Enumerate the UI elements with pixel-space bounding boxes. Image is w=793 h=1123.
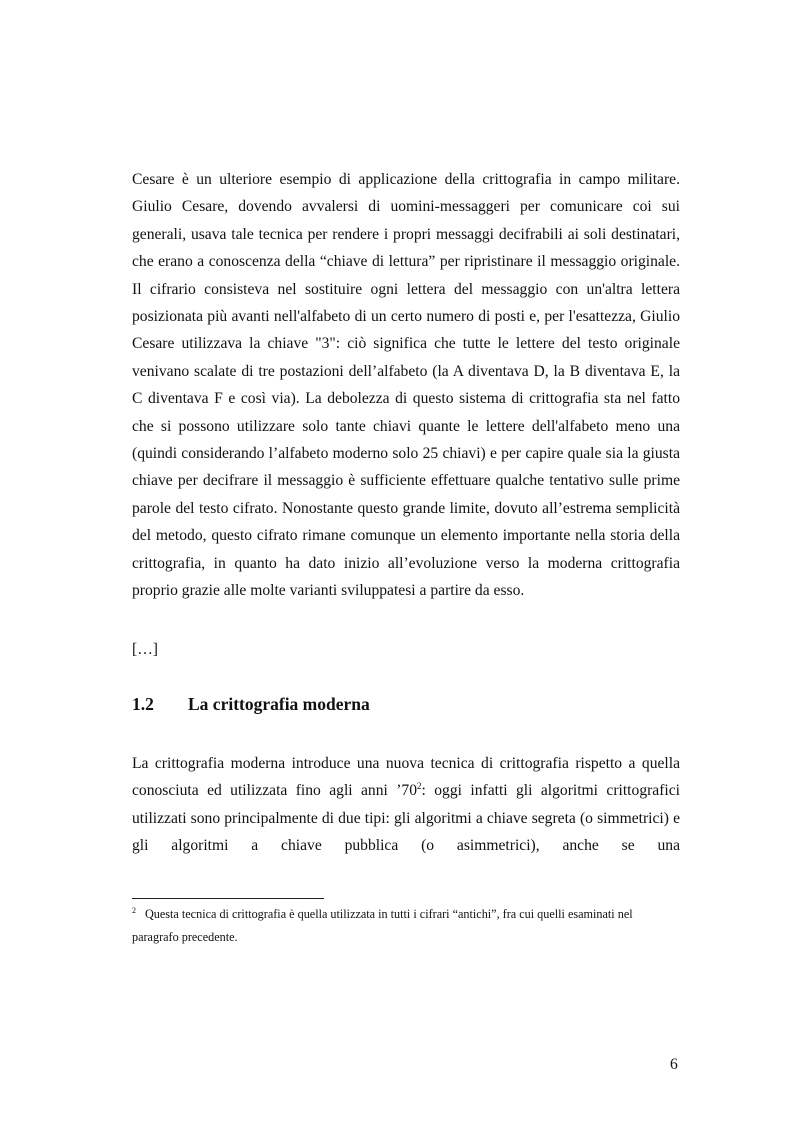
footnote-mark: 2	[132, 905, 136, 915]
paragraph-text: La crittografia moderna introduce una nuova tecnica di crittografia rispetto a quella conosciuta ed utilizzata fino agli anni ’70	[132, 755, 680, 800]
paragraph-text: : oggi infatti gli algoritmi crittografici utilizzati sono principalmente di due tipi: gli algoritmi a chiave segreta (o simmetrici) e gli algoritmi a chiave pubblica (o asimmetrici), anche se una	[132, 782, 681, 855]
section-number: 1.2	[132, 694, 154, 714]
footnote-text: Questa tecnica di crittografia è quella utilizzata in tutti i cifrari “antichi”, fra cui quelli esaminati nel paragrafo precedente.	[132, 907, 633, 944]
footnote-separator	[132, 898, 324, 899]
body-paragraph: Cesare è un ulteriore esempio di applicazione della crittografia in campo militare. Giulio Cesare, dovendo avvalersi di uomini-messaggeri per comunicare coi sui generali, usava tale tecnica per rendere i propri messaggi decifrabili ai soli destinatari, che erano a conoscenza della “chiave di lettura” per ripristinare il messaggio originale. Il cifrario consisteva nel sostituire ogni lettera del messaggio con un'altra lettera posizionata più avanti nell'alfabeto di un certo numero di posti e, per l'esattezza, Giulio Cesare utilizzava la chiave "3": ciò significa che tutte le lettere del testo originale venivano scalate di tre postazioni dell’alfabeto (la A diventava D, la B diventava E, la C diventava F e così via). La debolezza di questo sistema di crittografia sta nel fatto che si possono utilizzare solo tante chiavi quante le lettere dell'alfabeto meno una (quindi considerando l’alfabeto moderno solo 25 chiavi) e per capire quale sia la giusta chiave per decifrare il messaggio è sufficiente effettuare qualche tentativo sulle prime parole del testo cifrato. Nonostante questo grande limite, dovuto all’estrema semplicità del metodo, questo cifrato rimane comunque un elemento importante nella storia della crittografia, in quanto ha dato inizio all’evoluzione verso la moderna crittografia proprio grazie alle molte varianti sviluppatesi a partire da esso.	[132, 171, 680, 600]
omission-marker: […]	[132, 641, 158, 658]
section-title: La crittografia moderna	[188, 694, 370, 714]
footnote-reference[interactable]: 2	[417, 781, 422, 792]
footnote	[132, 903, 680, 949]
section-heading	[132, 692, 370, 716]
body-paragraph	[132, 750, 680, 860]
page-number: 6	[670, 1056, 678, 1073]
